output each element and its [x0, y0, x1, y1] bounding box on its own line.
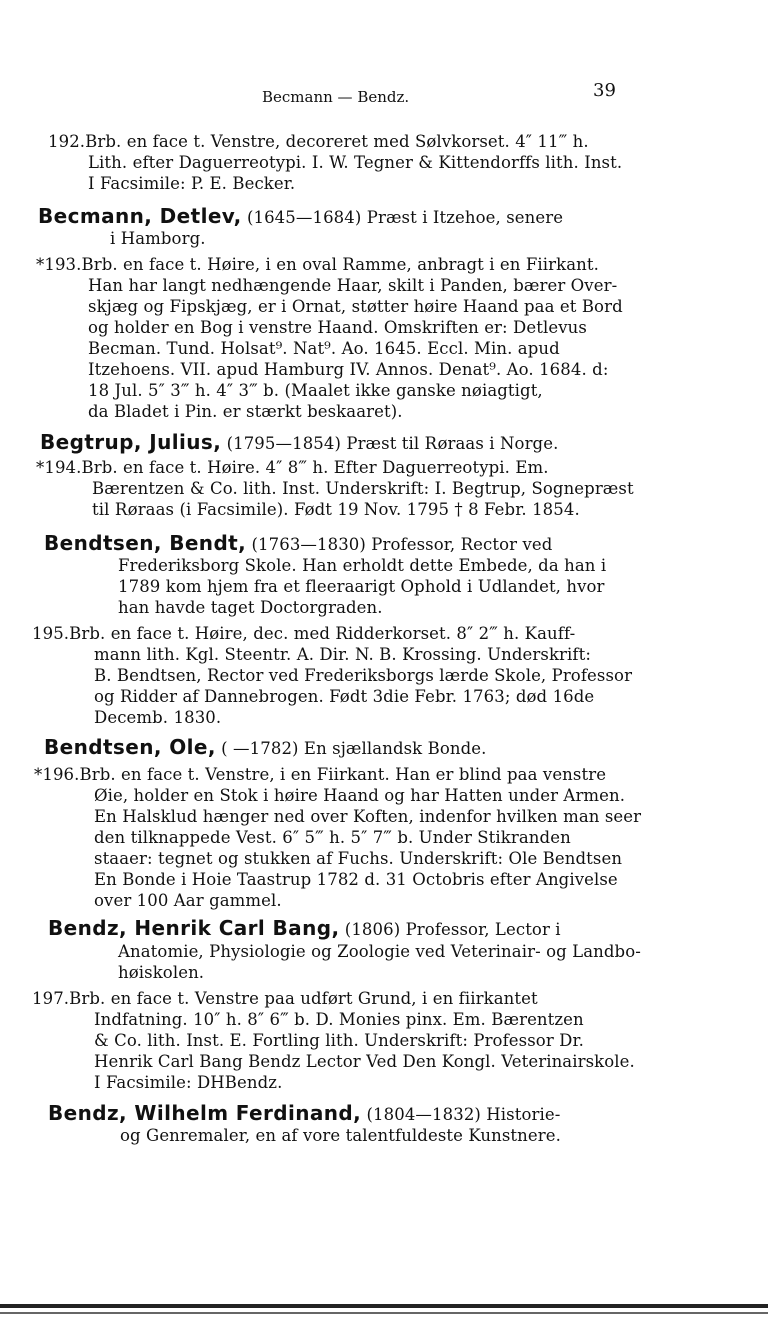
entry-line: *196.Brb. en face t. Venstre, i en Fiirkant. Han er blind paa venstre	[34, 765, 607, 784]
entry-line: 1789 kom hjem fra et fleeraarigt Ophold i Udlandet, hvor	[118, 577, 605, 596]
entry-heading	[44, 533, 552, 555]
heading-name: Bendtsen, Bendt,	[44, 531, 247, 555]
heading-dates: (1804—1832) Historie-	[366, 1105, 561, 1124]
heading-name: Becmann, Detlev,	[38, 204, 242, 228]
entry-line: over 100 Aar gammel.	[94, 891, 282, 910]
entry-line: mann lith. Kgl. Steentr. A. Dir. N. B. Krossing. Underskrift:	[94, 645, 591, 664]
entry-line: høiskolen.	[118, 963, 205, 982]
entry-line: Lith. efter Daguerreotypi. I. W. Tegner & Kittendorffs lith. Inst.	[88, 153, 623, 172]
entry-line: og Genremaler, en af vore talentfuldeste Kunstnere.	[120, 1126, 561, 1145]
entry-line: 192.Brb. en face t. Venstre, decoreret med Sølvkorset. 4″ 11‴ h.	[48, 132, 589, 151]
entry-heading	[44, 737, 487, 759]
entry-line: *194.Brb. en face t. Høire. 4″ 8‴ h. Efter Daguerreotypi. Em.	[36, 458, 549, 477]
entry-line: Frederiksborg Skole. Han erholdt dette Embede, da han i	[118, 556, 607, 575]
entry-heading	[38, 206, 563, 228]
entry-line: i Hamborg.	[110, 229, 206, 248]
entry-line: og holder en Bog i venstre Haand. Omskriften er: Detlevus	[88, 318, 587, 337]
entry-line: Henrik Carl Bang Bendz Lector Ved Den Kongl. Veterinairskole.	[94, 1052, 635, 1071]
entry-line: Itzehoens. VII. apud Hamburg IV. Annos. Denat⁹. Ao. 1684. d:	[88, 360, 609, 379]
entry-line: I Facsimile: P. E. Becker.	[88, 174, 296, 193]
entry-line: den tilknappede Vest. 6″ 5‴ h. 5″ 7‴ b. Under Stikranden	[94, 828, 571, 847]
heading-dates: (1806) Professor, Lector i	[344, 920, 561, 939]
entry-line: Decemb. 1830.	[94, 708, 222, 727]
entry-line: *193.Brb. en face t. Høire, i en oval Ramme, anbragt i en Fiirkant.	[36, 255, 599, 274]
entry-line: han havde taget Doctorgraden.	[118, 598, 383, 617]
heading-name: Bendz, Henrik Carl Bang,	[48, 916, 340, 940]
heading-dates: (1645—1684) Præst i Itzehoe, senere	[246, 208, 564, 227]
running-head: Becmann — Bendz.	[262, 88, 410, 106]
page-number: 39	[593, 80, 616, 101]
heading-name: Begtrup, Julius,	[40, 430, 222, 454]
entry-line: Han har langt nedhængende Haar, skilt i Panden, bærer Over-	[88, 276, 618, 295]
entry-line: Anatomie, Physiologie og Zoologie ved Veterinair- og Landbo-	[118, 942, 641, 961]
entry-line: staaer: tegnet og stukken af Fuchs. Underskrift: Ole Bendtsen	[94, 849, 623, 868]
entry-line: 197.Brb. en face t. Venstre paa udført Grund, i en fiirkantet	[32, 989, 538, 1008]
entry-line: skjæg og Fipskjæg, er i Ornat, støtter høire Haand paa et Bord	[88, 297, 623, 316]
entry-line: 18 Jul. 5″ 3‴ h. 4″ 3‴ b. (Maalet ikke ganske nøiagtigt,	[88, 381, 543, 400]
heading-dates: (1763—1830) Professor, Rector ved	[251, 535, 553, 554]
entry-line: til Røraas (i Facsimile). Født 19 Nov. 1795 † 8 Febr. 1854.	[92, 500, 580, 519]
entry-line: Becman. Tund. Holsat⁹. Nat⁹. Ao. 1645. Eccl. Min. apud	[88, 339, 560, 358]
entry-line: B. Bendtsen, Rector ved Frederiksborgs lærde Skole, Professor	[94, 666, 633, 685]
entry-line: En Bonde i Hoie Taastrup 1782 d. 31 Octobris efter Angivelse	[94, 870, 618, 889]
entry-line: Øie, holder en Stok i høire Haand og har Hatten under Armen.	[94, 786, 626, 805]
bottom-edge-rule	[0, 1304, 768, 1308]
heading-dates: (1795—1854) Præst til Røraas i Norge.	[226, 434, 559, 453]
entry-line: og Ridder af Dannebrogen. Født 3die Febr. 1763; død 16de	[94, 687, 595, 706]
entry-heading	[48, 918, 561, 940]
page-header	[0, 80, 768, 104]
entry-line: En Halsklud hænger ned over Koften, indenfor hvilken man seer	[94, 807, 642, 826]
entry-heading	[48, 1103, 560, 1125]
entry-heading	[40, 432, 558, 454]
heading-name: Bendz, Wilhelm Ferdinand,	[48, 1101, 362, 1125]
heading-name: Bendtsen, Ole,	[44, 735, 216, 759]
entry-line: da Bladet i Pin. er stærkt beskaaret).	[88, 402, 403, 421]
bottom-edge-rule	[0, 1312, 768, 1314]
entry-line: I Facsimile: DHBendz.	[94, 1073, 283, 1092]
heading-dates: ( —1782) En sjællandsk Bonde.	[221, 739, 487, 758]
entry-line: 195.Brb. en face t. Høire, dec. med Ridderkorset. 8″ 2‴ h. Kauff-	[32, 624, 576, 643]
entry-line: & Co. lith. Inst. E. Fortling lith. Underskrift: Professor Dr.	[94, 1031, 585, 1050]
entry-line: Bærentzen & Co. lith. Inst. Underskrift: I. Begtrup, Sognepræst	[92, 479, 634, 498]
entry-line: Indfatning. 10″ h. 8″ 6‴ b. D. Monies pinx. Em. Bærentzen	[94, 1010, 584, 1029]
